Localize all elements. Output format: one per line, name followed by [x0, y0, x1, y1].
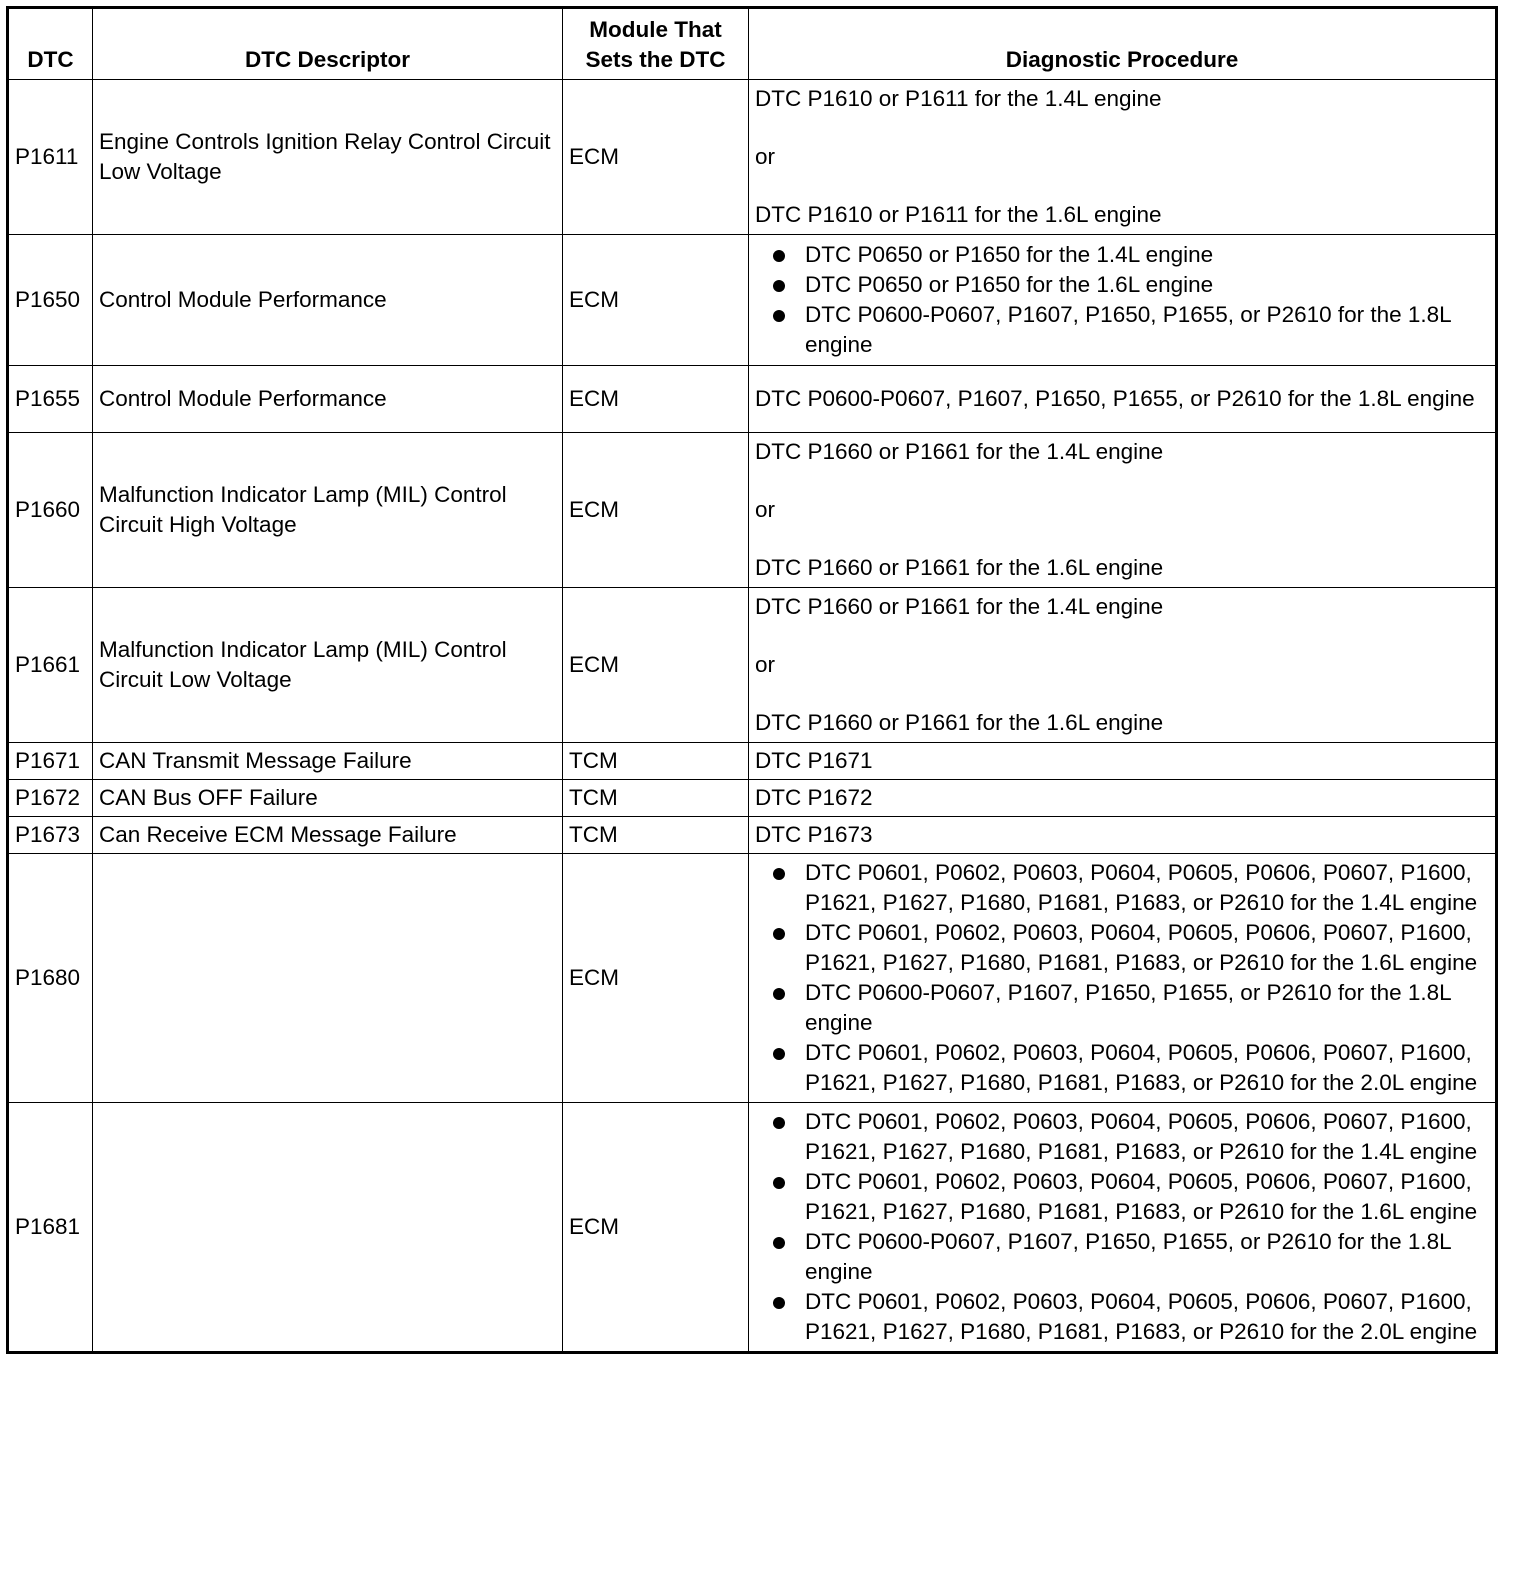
- procedure-or: or: [755, 144, 776, 169]
- diagnostic-procedure: [749, 780, 1497, 817]
- dtc-code: P1681: [8, 1103, 93, 1353]
- module-name: TCM: [563, 780, 749, 817]
- dtc-descriptor: [93, 1103, 563, 1353]
- diagnostic-procedure: [749, 433, 1497, 588]
- dtc-descriptor: Engine Controls Ignition Relay Control Circuit Low Voltage: [93, 80, 563, 235]
- procedure-link[interactable]: DTC P1610 or P1611 for the 1.4L engine: [755, 86, 1162, 111]
- diagnostic-procedure: [749, 854, 1497, 1103]
- dtc-code: P1671: [8, 743, 93, 780]
- procedure-or: or: [755, 652, 776, 677]
- procedure-link[interactable]: DTC P0650 or P1650 for the 1.6L engine: [755, 270, 1489, 300]
- table-header-row: [8, 8, 1497, 80]
- procedure-link[interactable]: DTC P0600-P0607, P1607, P1650, P1655, or P2610 for the 1.8L engine: [755, 978, 1489, 1038]
- dtc-code: P1655: [8, 366, 93, 433]
- procedure-link[interactable]: DTC P0601, P0602, P0603, P0604, P0605, P0606, P0607, P1600, P1621, P1627, P1680, P1681, P1683, or P2610 for the 1.4L engine: [755, 1107, 1489, 1167]
- diagnostic-procedure: [749, 80, 1497, 235]
- procedure-link[interactable]: DTC P1610 or P1611 for the 1.6L engine: [755, 202, 1162, 227]
- procedure-link[interactable]: DTC P1660 or P1661 for the 1.6L engine: [755, 710, 1164, 735]
- dtc-descriptor: Malfunction Indicator Lamp (MIL) Control Circuit High Voltage: [93, 433, 563, 588]
- table-row: [8, 366, 1497, 433]
- module-name: TCM: [563, 743, 749, 780]
- table-row: [8, 588, 1497, 743]
- header-procedure: Diagnostic Procedure: [749, 8, 1497, 80]
- procedure-or: or: [755, 497, 776, 522]
- module-name: ECM: [563, 80, 749, 235]
- procedure-link[interactable]: DTC P0601, P0602, P0603, P0604, P0605, P0606, P0607, P1600, P1621, P1627, P1680, P1681, P1683, or P2610 for the 1.6L engine: [755, 918, 1489, 978]
- table-row: [8, 1103, 1497, 1353]
- procedure-link[interactable]: DTC P0601, P0602, P0603, P0604, P0605, P0606, P0607, P1600, P1621, P1627, P1680, P1681, P1683, or P2610 for the 2.0L engine: [755, 1038, 1489, 1098]
- procedure-link[interactable]: DTC P0600-P0607, P1607, P1650, P1655, or P2610 for the 1.8L engine: [755, 386, 1475, 411]
- module-name: ECM: [563, 1103, 749, 1353]
- procedure-link[interactable]: DTC P0650 or P1650 for the 1.4L engine: [755, 240, 1489, 270]
- procedure-link[interactable]: DTC P1672: [755, 785, 873, 810]
- dtc-descriptor: Control Module Performance: [93, 235, 563, 366]
- dtc-code: P1611: [8, 80, 93, 235]
- dtc-descriptor: Can Receive ECM Message Failure: [93, 817, 563, 854]
- dtc-code: P1650: [8, 235, 93, 366]
- table-row: [8, 433, 1497, 588]
- dtc-code: P1660: [8, 433, 93, 588]
- diagnostic-procedure: [749, 235, 1497, 366]
- procedure-link[interactable]: DTC P0601, P0602, P0603, P0604, P0605, P0606, P0607, P1600, P1621, P1627, P1680, P1681, P1683, or P2610 for the 1.6L engine: [755, 1167, 1489, 1227]
- dtc-code: P1673: [8, 817, 93, 854]
- procedure-link[interactable]: DTC P0600-P0607, P1607, P1650, P1655, or P2610 for the 1.8L engine: [755, 1227, 1489, 1287]
- diagnostic-procedure: [749, 817, 1497, 854]
- dtc-table: [6, 6, 1498, 1354]
- procedure-link[interactable]: DTC P1660 or P1661 for the 1.6L engine: [755, 555, 1164, 580]
- dtc-descriptor: [93, 854, 563, 1103]
- dtc-descriptor: CAN Bus OFF Failure: [93, 780, 563, 817]
- header-dtc: DTC: [8, 8, 93, 80]
- dtc-code: P1680: [8, 854, 93, 1103]
- procedure-list: [755, 236, 1489, 364]
- module-name: ECM: [563, 433, 749, 588]
- module-name: ECM: [563, 366, 749, 433]
- procedure-link[interactable]: DTC P0601, P0602, P0603, P0604, P0605, P0606, P0607, P1600, P1621, P1627, P1680, P1681, P1683, or P2610 for the 1.4L engine: [755, 858, 1489, 918]
- dtc-descriptor: CAN Transmit Message Failure: [93, 743, 563, 780]
- module-name: ECM: [563, 854, 749, 1103]
- dtc-code: P1661: [8, 588, 93, 743]
- table-row: [8, 235, 1497, 366]
- procedure-link[interactable]: DTC P1660 or P1661 for the 1.4L engine: [755, 439, 1164, 464]
- procedure-list: [755, 1103, 1489, 1351]
- dtc-code: P1672: [8, 780, 93, 817]
- table-row: [8, 743, 1497, 780]
- header-module: Module That Sets the DTC: [563, 8, 749, 80]
- diagnostic-procedure: [749, 743, 1497, 780]
- procedure-link[interactable]: DTC P0600-P0607, P1607, P1650, P1655, or P2610 for the 1.8L engine: [755, 300, 1489, 360]
- procedure-link[interactable]: DTC P1673: [755, 822, 873, 847]
- header-descriptor: DTC Descriptor: [93, 8, 563, 80]
- diagnostic-procedure: [749, 1103, 1497, 1353]
- table-row: [8, 780, 1497, 817]
- dtc-descriptor: Control Module Performance: [93, 366, 563, 433]
- module-name: TCM: [563, 817, 749, 854]
- procedure-link[interactable]: DTC P1660 or P1661 for the 1.4L engine: [755, 594, 1164, 619]
- procedure-link[interactable]: DTC P1671: [755, 748, 873, 773]
- module-name: ECM: [563, 235, 749, 366]
- module-name: ECM: [563, 588, 749, 743]
- dtc-descriptor: Malfunction Indicator Lamp (MIL) Control Circuit Low Voltage: [93, 588, 563, 743]
- table-row: [8, 854, 1497, 1103]
- procedure-list: [755, 854, 1489, 1102]
- diagnostic-procedure: [749, 588, 1497, 743]
- diagnostic-procedure: [749, 366, 1497, 433]
- table-row: [8, 80, 1497, 235]
- procedure-link[interactable]: DTC P0601, P0602, P0603, P0604, P0605, P0606, P0607, P1600, P1621, P1627, P1680, P1681, P1683, or P2610 for the 2.0L engine: [755, 1287, 1489, 1347]
- table-row: [8, 817, 1497, 854]
